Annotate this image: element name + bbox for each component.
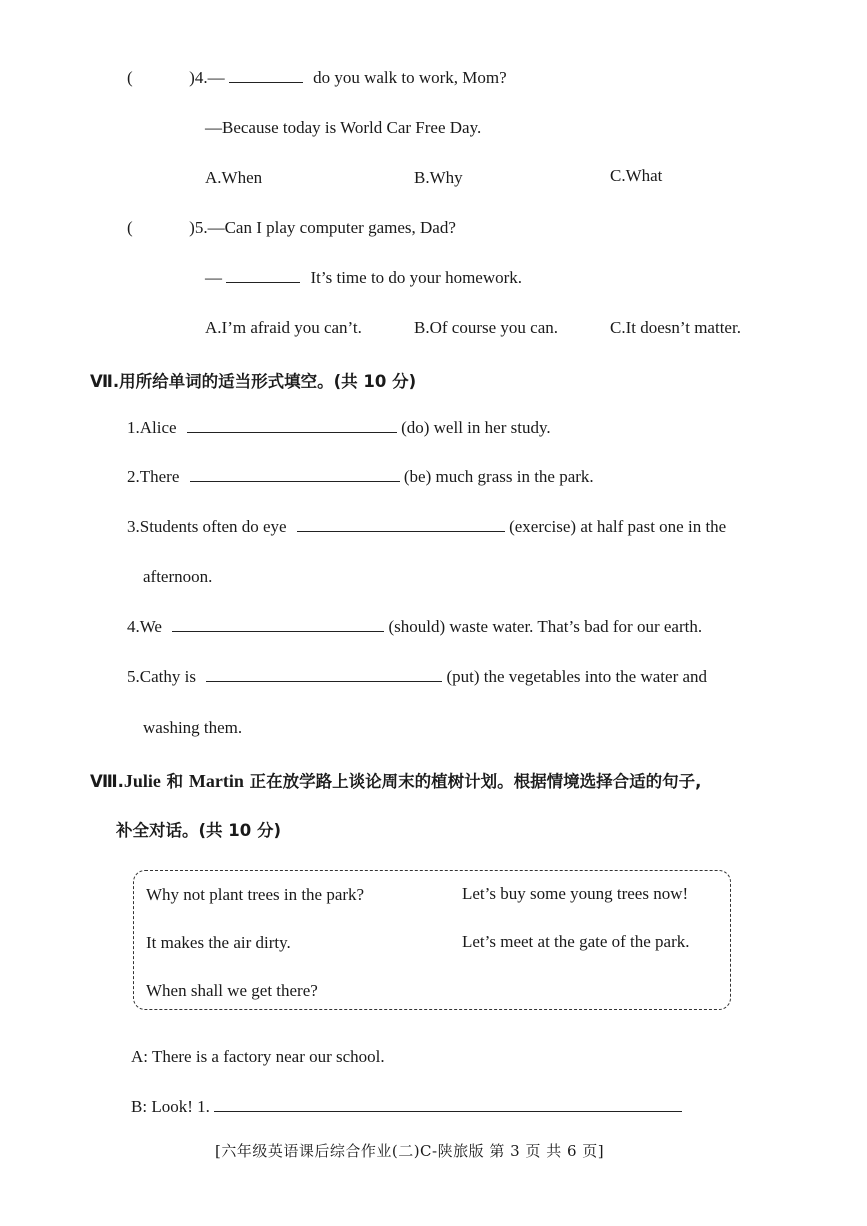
s7-item-4-pre: 4.We bbox=[127, 617, 162, 636]
s7-item-3-blank[interactable] bbox=[297, 530, 505, 532]
q5-option-a: A.I’m afraid you can’t. bbox=[205, 318, 362, 337]
q5-reply bbox=[205, 268, 522, 288]
s7-item-4 bbox=[127, 617, 702, 637]
dialog-line-a bbox=[131, 1047, 385, 1067]
q4-option-c: C.What bbox=[610, 166, 663, 185]
s7-item-5-pre: 5.Cathy is bbox=[127, 667, 196, 686]
answer-paren-open: ( bbox=[127, 68, 133, 87]
q5-question: )5.—Can I play computer games, Dad? bbox=[189, 218, 456, 237]
s7-item-4-post: (should) waste water. That’s bad for our earth. bbox=[388, 617, 703, 636]
box-option-5: When shall we get there? bbox=[146, 981, 318, 1000]
q4-number: )4.— bbox=[189, 68, 225, 87]
section-8-and: 和 bbox=[160, 772, 189, 791]
s7-item-2 bbox=[127, 467, 594, 487]
s7-item-5-blank[interactable] bbox=[206, 680, 442, 682]
box-option-1: Why not plant trees in the park? bbox=[146, 885, 365, 904]
dialog-text-a: There is a factory near our school. bbox=[151, 1047, 385, 1066]
section-8-title bbox=[90, 768, 701, 792]
box-option-3: It makes the air dirty. bbox=[146, 933, 291, 952]
s7-item-1 bbox=[127, 418, 551, 438]
s7-item-5-cont: washing them. bbox=[143, 718, 243, 737]
q4-option-a: A.When bbox=[205, 168, 263, 187]
section-8-name-julie: Julie bbox=[123, 771, 161, 791]
dialog-blank-1[interactable] bbox=[214, 1110, 682, 1112]
q4-line bbox=[127, 68, 507, 88]
section-8-line2: 补全对话。(共 10 分) bbox=[116, 821, 282, 840]
s7-item-3-cont: afternoon. bbox=[143, 567, 213, 586]
dialog-text-b: Look! 1. bbox=[151, 1097, 210, 1116]
dialog-speaker-a: A: bbox=[131, 1047, 148, 1066]
s7-item-5-post: (put) the vegetables into the water and bbox=[446, 667, 708, 686]
q4-blank[interactable] bbox=[229, 81, 303, 83]
section-8-name-martin: Martin bbox=[188, 771, 244, 791]
s7-item-2-blank[interactable] bbox=[190, 480, 400, 482]
answer-paren-open: ( bbox=[127, 218, 133, 237]
q4-reply: —Because today is World Car Free Day. bbox=[205, 118, 482, 137]
s7-item-1-pre: 1.Alice bbox=[127, 418, 177, 437]
box-option-2: Let’s buy some young trees now! bbox=[462, 884, 689, 903]
q4-stem: do you walk to work, Mom? bbox=[313, 68, 507, 87]
option-box bbox=[133, 870, 731, 1010]
s7-item-3-pre: 3.Students often do eye bbox=[127, 517, 287, 536]
q5-blank[interactable] bbox=[226, 281, 300, 283]
q4-option-b: B.Why bbox=[414, 168, 463, 187]
s7-item-3-post: (exercise) at half past one in the bbox=[509, 517, 727, 536]
s7-item-4-blank[interactable] bbox=[172, 630, 384, 632]
s7-item-2-post: (be) much grass in the park. bbox=[403, 467, 594, 486]
q5-line bbox=[127, 218, 456, 238]
s7-item-5 bbox=[127, 667, 707, 687]
s7-item-3 bbox=[127, 517, 726, 537]
q5-option-b: B.Of course you can. bbox=[414, 318, 558, 337]
q5-option-c: C.It doesn’t matter. bbox=[610, 318, 741, 337]
page-footer: [六年级英语课后综合作业(二)C-陕旅版 第 3 页 共 6 页] bbox=[215, 1142, 605, 1160]
q5-reply-text: It’s time to do your homework. bbox=[310, 268, 523, 287]
s7-item-1-blank[interactable] bbox=[187, 431, 397, 433]
q5-reply-dash: — bbox=[205, 268, 222, 287]
box-option-4: Let’s meet at the gate of the park. bbox=[462, 932, 690, 951]
dialog-speaker-b: B: bbox=[131, 1097, 148, 1116]
section-7-title: Ⅶ.用所给单词的适当形式填空。(共 10 分) bbox=[90, 372, 417, 391]
s7-item-1-post: (do) well in her study. bbox=[401, 418, 551, 437]
s7-item-2-pre: 2.There bbox=[127, 467, 180, 486]
section-8-num: Ⅷ. bbox=[90, 772, 124, 791]
section-8-rest: 正在放学路上谈论周末的植树计划。根据情境选择合适的句子, bbox=[243, 772, 702, 791]
dialog-line-b bbox=[131, 1097, 682, 1117]
